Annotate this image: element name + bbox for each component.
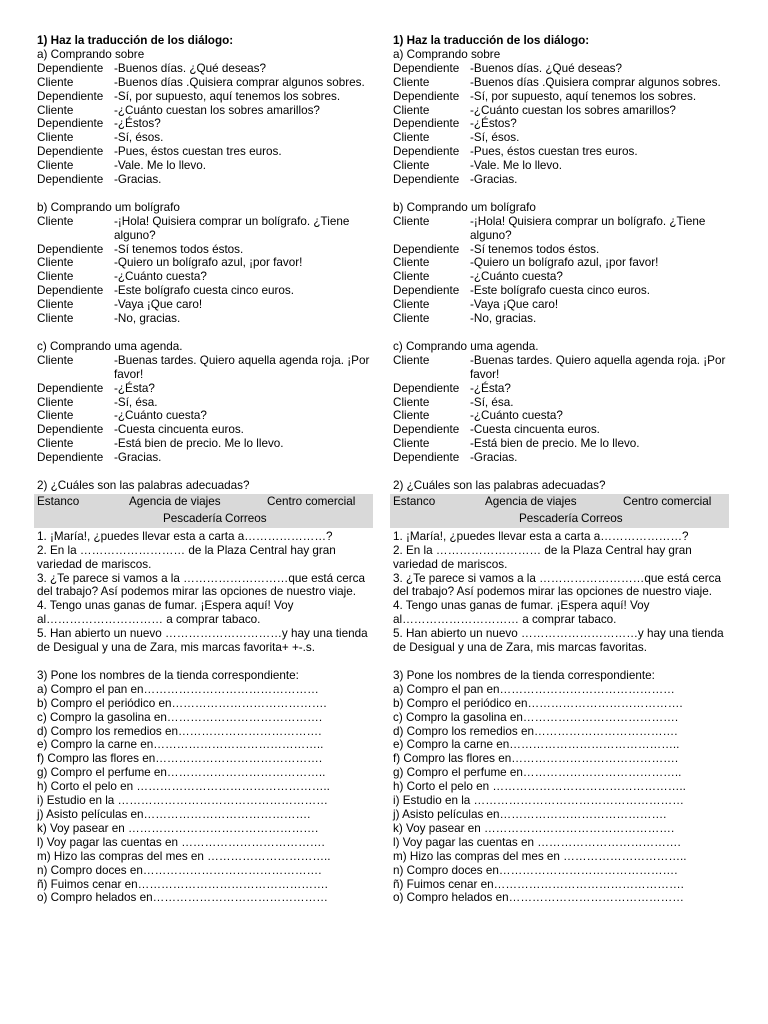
dialogue-text: -¿Éstos? [470,117,517,131]
word-bank-item: Estanco [393,494,436,508]
shop-question: o) Compro helados en……………………………………… [37,891,328,905]
dialogue-line [393,396,727,410]
speaker: Cliente [393,75,430,89]
fill-in-question: 3. ¿Te parece si vamos a la ………………………que está cerca del trabajo? Así podemos mirar las opciones de nuestro viaje. [37,571,366,599]
shop-question: m) Hizo las compras del mes en ………………………….. [393,849,687,863]
dialogue-text: -Sí, ésa. [470,395,514,409]
dialogue-title: b) Comprando um bolígrafo [37,200,180,214]
word-bank [390,494,729,528]
speaker: Dependiente [393,117,460,131]
word-bank-item: Correos [225,511,267,525]
dialogue-line [37,284,371,298]
dialogue-title: b) Comprando um bolígrafo [393,200,536,214]
spacer [37,655,371,669]
dialogue-line [393,270,727,284]
speaker: Dependiente [37,61,104,75]
word-bank-item: Correos [581,511,623,525]
dialogue-line [393,423,727,437]
dialogue-line [37,354,371,382]
spacer [393,187,727,201]
dialogue-line [393,215,727,243]
dialogue-line [393,312,727,326]
dialogue-line [393,131,727,145]
speaker: Cliente [37,256,74,270]
dialogue-text: -Quiero un bolígrafo azul, ¡por favor! [114,256,303,270]
dialogue-text: -Gracias. [114,173,162,187]
dialogue-line [37,312,371,326]
dialogue-line [393,90,727,104]
dialogue-line [37,117,371,131]
dialogue-text: -Sí, por supuesto, aquí tenemos los sobres. [470,89,697,103]
dialogue-text: -Vaya ¡Que caro! [114,298,203,312]
dialogue-text: -Quiero un bolígrafo azul, ¡por favor! [470,256,659,270]
shop-question: k) Voy pasear en …………………………………………. [37,821,319,835]
dialogue-text: -Sí, por supuesto, aquí tenemos los sobres. [114,89,341,103]
word-bank-item: Agencia de viajes [129,494,221,508]
dialogue-text: -Está bien de precio. Me lo llevo. [114,437,284,451]
dialogue-text: -Vale. Me lo llevo. [470,159,563,173]
shop-question: n) Compro doces en………………………………………. [393,863,678,877]
word-bank-item: Estanco [37,494,80,508]
dialogue-line [37,159,371,173]
dialogue-text: -No, gracias. [470,312,537,326]
speaker: Dependiente [37,423,104,437]
speaker: Cliente [393,103,430,117]
exercise-2-title: 2) ¿Cuáles son las palabras adecuadas? [393,478,606,492]
dialogue-line [37,76,371,90]
dialogue-line [393,145,727,159]
speaker: Dependiente [37,451,104,465]
fill-in-question: 2. En la ……………………… de la Plaza Central hay gran variedad de mariscos. [393,543,692,571]
speaker: Cliente [393,409,430,423]
speaker: Dependiente [37,145,104,159]
speaker: Dependiente [37,284,104,298]
shop-question: a) Compro el pan en……………………………………… [393,682,675,696]
dialogue-line [393,284,727,298]
word-bank [34,494,373,528]
dialogue-text: -Pues, éstos cuestan tres euros. [114,145,282,159]
dialogue-text: -Gracias. [470,451,518,465]
dialogue-text: -¿Cuánto cuesta? [114,270,207,284]
dialogue-text: -¡Hola! Quisiera comprar un bolígrafo. ¿Tiene alguno? [114,214,350,242]
fill-in-question: 5. Han abierto un nuevo …………………………y hay una tienda de Desigual y una de Zara, mis marcas favorita+ +-.s. [37,627,368,655]
speaker: Cliente [37,159,74,173]
speaker: Cliente [37,312,74,326]
speaker: Cliente [37,270,74,284]
dialogue-text: -Sí tenemos todos éstos. [470,242,600,256]
dialogue-text: -Sí, ésos. [114,131,164,145]
dialogue-line [37,256,371,270]
shop-question: h) Corto el pelo en ………………………………………….. [37,780,330,794]
dialogue-text: -Cuesta cincuenta euros. [470,423,600,437]
word-bank-item: Agencia de viajes [485,494,577,508]
dialogue-text: -Pues, éstos cuestan tres euros. [470,145,638,159]
speaker: Cliente [393,353,430,367]
shop-question: i) Estudio en la ……………………………………………… [37,794,328,808]
shop-question: i) Estudio en la ……………………………………………… [393,794,684,808]
dialogue-line [37,131,371,145]
dialogue-text: -Buenos días. ¿Qué deseas? [114,61,267,75]
dialogue-text: -Buenos días .Quisiera comprar algunos sobres. [114,75,365,89]
dialogue-text: -Cuesta cincuenta euros. [114,423,244,437]
spacer [393,465,727,479]
fill-in-question: 5. Han abierto un nuevo …………………………y hay una tienda de Desigual y una de Zara, mis marcas favoritas. [393,627,724,655]
fill-in-question: 3. ¿Te parece si vamos a la ………………………que está cerca del trabajo? Así podemos mirar las opciones de nuestro viaje. [393,571,722,599]
word-bank-item: Centro comercial [267,494,356,508]
shop-question: e) Compro la carne en…………………………………….. [37,738,324,752]
shop-question: h) Corto el pelo en ………………………………………….. [393,780,686,794]
dialogue-text: -Sí tenemos todos éstos. [114,242,244,256]
speaker: Cliente [37,75,74,89]
spacer [393,326,727,340]
shop-question: ñ) Fuimos cenar en…………………………………………. [393,877,684,891]
dialogue-line [37,396,371,410]
speaker: Cliente [393,270,430,284]
word-bank-item: Pescadería [519,511,579,525]
speaker: Dependiente [393,145,460,159]
shop-question: d) Compro los remedios en………………………………. [393,724,678,738]
dialogue-line [393,409,727,423]
dialogue-text: -Buenas tardes. Quiero aquella agenda roja. ¡Por favor! [114,353,370,381]
dialogue-text: -Este bolígrafo cuesta cinco euros. [470,284,650,298]
speaker: Cliente [393,395,430,409]
speaker: Cliente [37,437,74,451]
dialogue-text: -¿Cuánto cuesta? [114,409,207,423]
shop-question: b) Compro el periódico en…………………………………. [37,696,327,710]
word-bank-item: Centro comercial [623,494,712,508]
dialogue-line [37,145,371,159]
shop-question: k) Voy pasear en …………………………………………. [393,821,675,835]
shop-question: ñ) Fuimos cenar en…………………………………………. [37,877,328,891]
speaker: Cliente [393,437,430,451]
dialogue-text: -Gracias. [470,173,518,187]
shop-question: j) Asisto películas en……………………………………. [393,807,667,821]
dialogue-line [37,423,371,437]
dialogue-text: -¿Éstos? [114,117,161,131]
speaker: Cliente [37,214,74,228]
speaker: Cliente [393,159,430,173]
dialogue-line [393,104,727,118]
speaker: Cliente [37,409,74,423]
exercise-2-title: 2) ¿Cuáles son las palabras adecuadas? [37,478,250,492]
dialogue-text: -Buenas tardes. Quiero aquella agenda roja. ¡Por favor! [470,353,726,381]
dialogue-line [37,90,371,104]
shop-question: l) Voy pagar las cuentas en ………………………………. [393,835,681,849]
dialogue-text: -Buenos días. ¿Qué deseas? [470,61,623,75]
dialogue-text: -¿Ésta? [114,381,155,395]
shop-question: n) Compro doces en………………………………………. [37,863,322,877]
dialogue-text: -¿Cuánto cuestan los sobres amarillos? [114,103,320,117]
shop-question: f) Compro las flores en……………………………………. [37,752,323,766]
dialogue-line [37,104,371,118]
dialogue-line [37,437,371,451]
dialogue-line [37,382,371,396]
dialogue-text: -Este bolígrafo cuesta cinco euros. [114,284,294,298]
dialogue-text: -Vaya ¡Que caro! [470,298,559,312]
exercise-3-title: 3) Pone los nombres de la tienda correspondiente: [393,668,655,682]
dialogue-text: -¡Hola! Quisiera comprar un bolígrafo. ¿Tiene alguno? [470,214,706,242]
speaker: Dependiente [37,117,104,131]
speaker: Dependiente [37,381,104,395]
speaker: Cliente [37,298,74,312]
dialogue-title: a) Comprando sobre [393,47,501,61]
speaker: Cliente [37,395,74,409]
dialogue-text: -¿Ésta? [470,381,511,395]
shop-question: g) Compro el perfume en………………………………….. [37,766,326,780]
speaker: Dependiente [393,61,460,75]
dialogue-text: -¿Cuánto cuesta? [470,409,563,423]
dialogue-line [37,270,371,284]
shop-question: g) Compro el perfume en………………………………….. [393,766,682,780]
dialogue-line [37,215,371,243]
speaker: Cliente [393,214,430,228]
speaker: Dependiente [393,242,460,256]
speaker: Cliente [393,298,430,312]
spacer [37,326,371,340]
dialogue-text: -¿Cuánto cuestan los sobres amarillos? [470,103,676,117]
speaker: Dependiente [37,242,104,256]
dialogue-line [393,243,727,257]
exercise-1-title: 1) Haz la traducción de los diálogo: [393,34,590,47]
fill-in-question: 1. ¡María!, ¿puedes llevar esta a carta a…………………? [37,529,333,543]
spacer [37,465,371,479]
dialogue-line [37,451,371,465]
speaker: Cliente [393,131,430,145]
shop-question: o) Compro helados en……………………………………… [393,891,684,905]
dialogue-line [393,76,727,90]
dialogue-line [393,382,727,396]
spacer [393,655,727,669]
word-bank-item: Pescadería [163,511,223,525]
fill-in-question: 4. Tengo unas ganas de fumar. ¡Espera aquí! Voy al………………………… a comprar tabaco. [37,599,294,627]
fill-in-question: 2. En la ……………………… de la Plaza Central hay gran variedad de mariscos. [37,543,336,571]
dialogue-line [393,62,727,76]
exercise-3-title: 3) Pone los nombres de la tienda correspondiente: [37,668,299,682]
shop-question: b) Compro el periódico en…………………………………. [393,696,683,710]
worksheet-column-right [393,34,727,905]
worksheet-column-left [37,34,371,905]
shop-question: e) Compro la carne en…………………………………….. [393,738,680,752]
shop-question: l) Voy pagar las cuentas en ………………………………. [37,835,325,849]
dialogue-text: -Está bien de precio. Me lo llevo. [470,437,640,451]
speaker: Dependiente [393,89,460,103]
dialogue-line [393,117,727,131]
shop-question: j) Asisto películas en……………………………………. [37,807,311,821]
dialogue-line [393,354,727,382]
speaker: Cliente [393,312,430,326]
dialogue-line [37,298,371,312]
dialogue-line [37,62,371,76]
speaker: Cliente [37,103,74,117]
speaker: Dependiente [393,173,460,187]
dialogue-line [393,159,727,173]
shop-question: c) Compro la gasolina en…………………………………. [37,710,323,724]
dialogue-line [393,437,727,451]
fill-in-question: 4. Tengo unas ganas de fumar. ¡Espera aquí! Voy al………………………… a comprar tabaco. [393,599,650,627]
dialogue-line [393,173,727,187]
dialogue-line [393,451,727,465]
dialogue-text: -Buenos días .Quisiera comprar algunos sobres. [470,75,721,89]
speaker: Dependiente [393,423,460,437]
dialogue-text: -¿Cuánto cuesta? [470,270,563,284]
speaker: Cliente [393,256,430,270]
dialogue-text: -No, gracias. [114,312,181,326]
fill-in-question: 1. ¡María!, ¿puedes llevar esta a carta a…………………? [393,529,689,543]
speaker: Cliente [37,131,74,145]
dialogue-line [37,409,371,423]
speaker: Dependiente [37,89,104,103]
dialogue-text: -Sí, ésos. [470,131,520,145]
dialogue-text: -Sí, ésa. [114,395,158,409]
speaker: Dependiente [393,381,460,395]
dialogue-text: -Vale. Me lo llevo. [114,159,207,173]
dialogue-title: c) Comprando uma agenda. [37,339,183,353]
shop-question: m) Hizo las compras del mes en ………………………….. [37,849,331,863]
shop-question: f) Compro las flores en……………………………………. [393,752,679,766]
dialogue-line [393,256,727,270]
speaker: Cliente [37,353,74,367]
shop-question: c) Compro la gasolina en…………………………………. [393,710,679,724]
speaker: Dependiente [393,451,460,465]
dialogue-line [37,173,371,187]
spacer [37,187,371,201]
dialogue-line [37,243,371,257]
dialogue-line [393,298,727,312]
dialogue-title: c) Comprando uma agenda. [393,339,539,353]
shop-question: d) Compro los remedios en………………………………. [37,724,322,738]
dialogue-text: -Gracias. [114,451,162,465]
dialogue-title: a) Comprando sobre [37,47,145,61]
speaker: Dependiente [37,173,104,187]
exercise-1-title: 1) Haz la traducción de los diálogo: [37,34,234,47]
shop-question: a) Compro el pan en……………………………………… [37,682,319,696]
speaker: Dependiente [393,284,460,298]
